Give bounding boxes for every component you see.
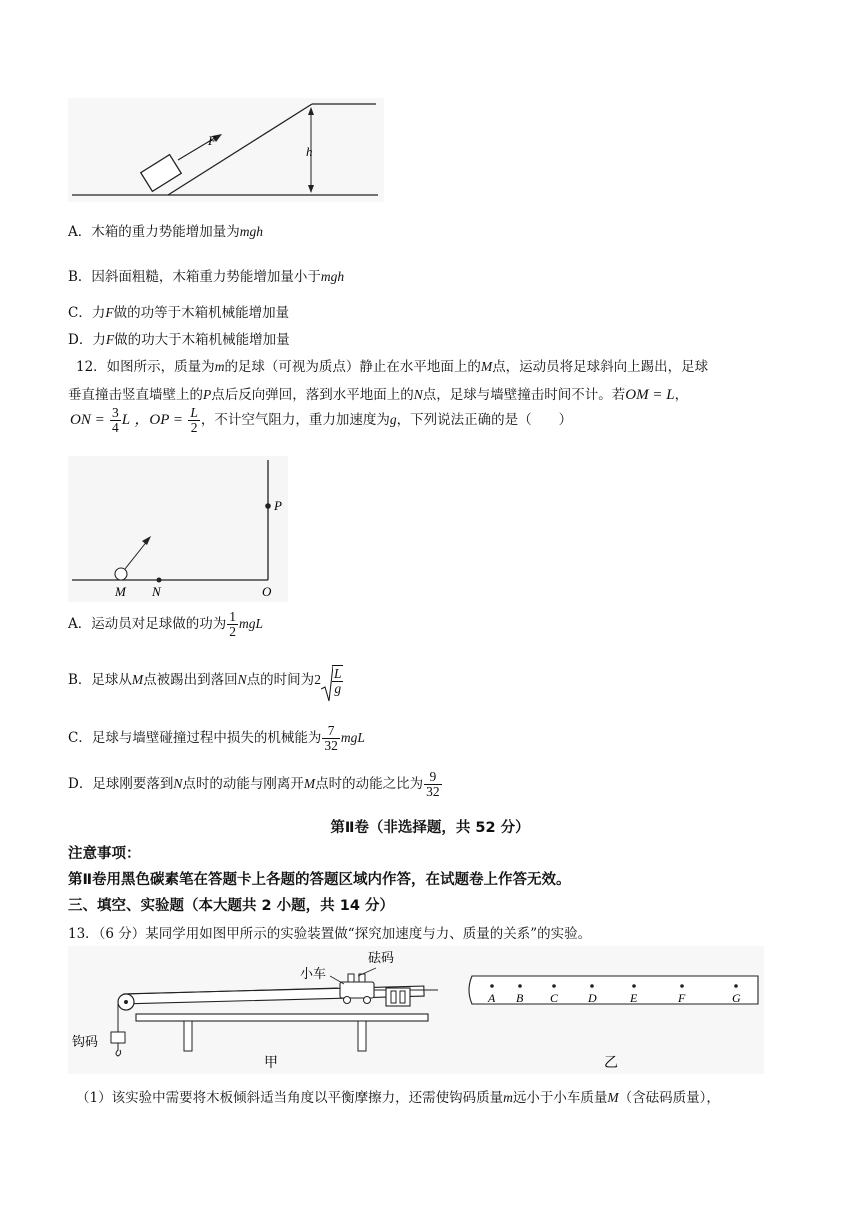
q12-stem-line1: 12．如图所示，质量为m的足球（可视为质点）静止在水平地面上的M点，运动员将足球斜向上踢出，足球 (76, 359, 709, 375)
q13-stem: 13．（6 分）某同学用如图甲所示的实验装置做“探究加速度与力、质量的关系”的实验。 (68, 926, 592, 942)
point-M-label: M (115, 584, 126, 599)
tape-point-label-B: B (516, 991, 524, 1005)
q11-option-b: B．因斜面粗糙，木箱重力势能增加量小于mgh (68, 269, 345, 285)
q12-stem-line2: 垂直撞击竖直墙壁上的P点后反向弹回，落到水平地面上的N点，足球与墙壁撞击时间不计。若OM = L， (68, 387, 689, 403)
q12-option-a: A．运动员对足球做的功为 $\frac{1}{2}$ mgL (68, 609, 264, 640)
tape-point-label-F: F (678, 991, 686, 1005)
part3-heading: 三、填空、实验题（本大题共 2 小题，共 14 分） (68, 898, 394, 914)
force-F-label: F (208, 133, 216, 148)
tape-point-F (680, 984, 684, 988)
point-N-label: N (152, 584, 161, 599)
q11-option-a: A．木箱的重力势能增加量为mgh (68, 224, 263, 240)
q12-option-d: D．足球刚要落到N点时的动能与刚离开M点时的动能之比为 $\frac{9}{32}$ (68, 769, 440, 800)
tape-point-label-D: D (588, 991, 597, 1005)
point-P-label: P (274, 498, 282, 513)
figure-a-label: 甲 (264, 1055, 278, 1071)
tape-point-label-G: G (732, 991, 741, 1005)
tape-point-A (490, 984, 494, 988)
tape-point-B (518, 984, 522, 988)
tape-point-E (632, 984, 636, 988)
incline-figure (68, 98, 384, 202)
tape-point-D (590, 984, 594, 988)
tape-point-label-A: A (488, 991, 496, 1005)
q12-option-b: B．足球从M点被踢出到落回N点的时间为2 $\frac{L}{g}$ (68, 665, 344, 696)
weights-label: 砝码 (368, 951, 395, 966)
q11-option-d: D．力F做的功大于木箱机械能增加量 (68, 332, 290, 348)
q13-sub1: （1）该实验中需要将木板倾斜适当角度以平衡摩擦力，还需使钩码质量m远小于小车质量M（含砝码质量）， (76, 1090, 720, 1106)
point-O-label: O (262, 584, 272, 599)
hook-weight-label: 钩码 (72, 1035, 99, 1050)
q11-option-c: C．力F做的功等于木箱机械能增加量 (68, 305, 290, 321)
wall-ball-figure (68, 456, 288, 602)
tape-point-C (552, 984, 556, 988)
experiment-figure (68, 946, 764, 1074)
notice-body: 第Ⅱ卷用黑色碳素笔在答题卡上各题的答题区域内作答，在试题卷上作答无效。 (68, 872, 571, 888)
figure-b-label: 乙 (604, 1055, 618, 1071)
height-h-label: h (306, 144, 313, 159)
tape-point-label-C: C (550, 991, 559, 1005)
q12-stem-line3: ON = $\frac{3}{4}$ L ，OP = $\frac{L}{2}$ ，不计空气阻力，重力加速度为g，下列说法正确的是（ ） (70, 405, 573, 436)
tape-point-label-E: E (630, 991, 638, 1005)
cart-label: 小车 (300, 967, 327, 982)
tape-point-G (734, 984, 738, 988)
notice-title: 注意事项： (68, 846, 141, 862)
q12-option-c: C．足球与墙壁碰撞过程中损失的机械能为 $\frac{7}{32}$ mgL (68, 723, 365, 754)
section2-title: 第Ⅱ卷（非选择题，共 52 分） (330, 820, 530, 836)
sqrt-symbol: $\frac{L}{g}$ (321, 665, 345, 696)
